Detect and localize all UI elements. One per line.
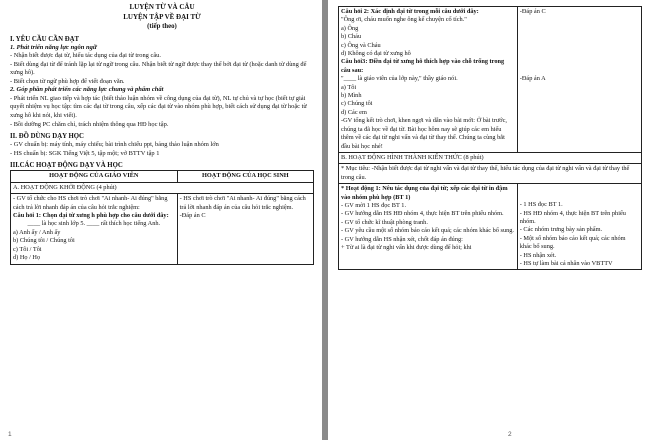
text-line: - GV tổ chức kĩ thuật phòng tranh. [341, 218, 428, 226]
answer-option: c) Chúng tôi [341, 100, 373, 108]
answer-key: -Đáp án A [519, 75, 546, 83]
text-line: - GV tổ chức cho HS chơi trò chơi "Ai nhanh- Ai đúng" bằng cách trả lời nhanh đáp án của câu hỏi trắc nghiệm: [13, 195, 168, 211]
objective-cell [339, 164, 642, 184]
section-heading-2: II. ĐỒ DÙNG DẠY HỌC [10, 133, 84, 141]
text-line: - HS chơi trò chơi "Ai nhanh- Ai đúng" bằng cách trả lời nhanh đáp án của câu hỏi trắc nghiệm. [179, 195, 306, 211]
text-line: ____ là học sinh lớp 5. ____ rất thích học tiếng Anh. [27, 220, 161, 228]
answer-option: d) Các em [341, 108, 367, 116]
student-cell [517, 184, 641, 270]
answer-option: a) Anh ấy / Anh ấy [13, 228, 61, 236]
text-line: -GV tổng kết trò chơi, khen ngợi và dẫn vào bài mới: Ở bài trước, chúng ta đã học về đại từ. Bài học hôm nay sẽ giúp các em hiểu thêm về các đại từ nghi vấn và đại từ thay thế. Chúng ta cùng bắt đầu bài học nhé! [341, 117, 507, 150]
question-line: Câu hỏi3: Điền đại từ xưng hô thích hợp vào chỗ trống trong câu sau: [341, 58, 505, 74]
answer-key: -Đáp án C [519, 8, 546, 15]
question-line: Câu hỏi 1: Chọn đại từ xưng h phù hợp cho câu dưới đây: [13, 212, 169, 220]
answer-option: b) Mình [341, 92, 362, 100]
answer-option: d) Họ / Họ [13, 254, 41, 262]
teacher-cell [11, 194, 178, 264]
document-page-1 [0, 0, 322, 440]
activity-table-continued [338, 6, 642, 270]
text-line: - 1 HS đọc BT 1. [519, 201, 563, 209]
page-number: 1 [8, 431, 12, 438]
text-line: - HS chuẩn bị: SGK Tiếng Việt 5, tập một; vở BTTV tập 1 [10, 149, 160, 157]
text-line: - GV hướng dẫn HS nhận xét, chốt đáp án đúng: [341, 235, 463, 243]
section-heading-3: III.CÁC HOẠT ĐỘNG DẠY VÀ HỌC [10, 162, 123, 170]
column-header-teacher: HOẠT ĐỘNG CỦA GIÁO VIÊN [11, 171, 178, 182]
answer-option: b) Cháu [341, 33, 362, 41]
column-header-student: HOẠT ĐỘNG CỦA HỌC SINH [177, 171, 313, 182]
text-line: - Các nhóm trưng bày sản phẩm. [519, 226, 603, 234]
activity-row-b: B. HOẠT ĐỘNG HÌNH THÀNH KIẾN THỨC (8 phút) [339, 152, 642, 163]
teacher-cell [339, 184, 518, 270]
section-heading-1: I. YÊU CẦU CẦN ĐẠT [10, 35, 80, 43]
answer-key: -Đáp án C [179, 212, 206, 220]
text-line: + Từ ai là đại từ nghi vấn khi được dùng để hỏi; khi [341, 243, 472, 251]
text-line: - Bồi dưỡng PC chăm chỉ, trách nhiệm thông qua HĐ học tập. [10, 120, 169, 128]
teacher-cell [339, 7, 518, 153]
text-line: - GV chuẩn bị: máy tính, máy chiếu; bài trình chiếu ppt, bảng thảo luận nhóm lớn [10, 141, 219, 149]
answer-option: c) Ông và Cháu [341, 41, 381, 49]
page-number: 2 [508, 431, 512, 438]
text-line: - GV yêu cầu một số nhóm báo cáo kết quả; các nhóm khác bổ sung. [341, 227, 515, 235]
student-cell [177, 194, 313, 264]
student-cell [517, 7, 641, 153]
document-page-2 [328, 0, 650, 440]
question-line: Câu hỏi 2: Xác định đại từ trong mỗi câu dưới đây: [341, 8, 479, 15]
text-line: "Ông ơi, cháu muốn nghe ông kể chuyện cổ tích." [341, 16, 467, 24]
text-line: - HS nhận xét. [519, 251, 557, 259]
text-line: - HS HĐ nhóm 4, thực hiện BT trên phiếu nhóm. [519, 209, 626, 225]
answer-option: c) Tôi / Tôi [13, 245, 42, 253]
answer-option: b) Chúng tôi / Chúng tôi [13, 237, 75, 245]
lesson-subtitle: (tiếp theo) [147, 23, 177, 30]
activity-row-a: A. HOẠT ĐỘNG KHỞI ĐỘNG (4 phút) [11, 182, 314, 193]
lesson-category: LUYỆN TỪ VÀ CÂU [129, 3, 195, 11]
lesson-title: LUYỆN TẬP VỀ ĐẠI TỪ [123, 12, 201, 21]
answer-option: a) Ông [341, 24, 359, 32]
text-line: - Một số nhóm báo cáo kết quả; các nhóm khác bổ sung. [519, 234, 626, 251]
answer-option: d) Không có đại từ xưng hô [341, 50, 411, 58]
text-line: - Biết chọn từ ngữ phù hợp để viết đoạn văn. [10, 77, 125, 85]
activity-table [10, 170, 314, 264]
text-line: - Nhận biết được đại từ, hiểu tác dụng của đại từ trong câu. [10, 52, 161, 59]
objective-text: * Mục tiêu: -Nhận biết được đại từ nghi vấn và đại từ thay thế, hiểu tác dụng của đại từ nghi vấn và đại từ thay thế trong câu. [341, 165, 630, 181]
subsection-heading-2: 2. Góp phần phát triển các năng lực chung và phẩm chất [10, 86, 164, 94]
text-line: - GV hướng dẫn HS HĐ nhóm 4, thực hiện BT trên phiếu nhóm. [341, 210, 504, 218]
activity-title: * Hoạt động 1: Nêu tác dụng của đại từ; xếp các đại từ in đậm vào nhóm phù hợp (BT 1) [341, 185, 508, 201]
subsection-heading-1: 1. Phát triển năng lực ngôn ngữ [10, 43, 97, 51]
text-line: "____ là giáo viên của lớp này," thầy giáo nói. [341, 75, 458, 83]
answer-option: a) Tôi [341, 83, 357, 91]
text-line: - Phát triển NL giao tiếp và hợp tác (biết thảo luận nhóm về công dụng của đại từ), NL tự chủ và tự học (biết tự giải quyết nhiệm vụ học tập: tìm các đại từ trong câu, xếp các đại từ vào nhóm phù hợp, biết cách sử dụng đại từ hoặc từ xưng hô khi nói, khi viết). [10, 94, 307, 120]
text-line: - HS tự làm bài cá nhân vào VBTTV [519, 259, 613, 267]
text-line: - GV mời 1 HS đọc BT 1. [341, 201, 407, 209]
text-line: - Biết dùng đại từ để tránh lặp lại từ ngữ trong câu. Nhận biết từ ngữ được thay thế bởi đại từ (hoặc danh từ dùng để xưng hô). [10, 60, 307, 77]
